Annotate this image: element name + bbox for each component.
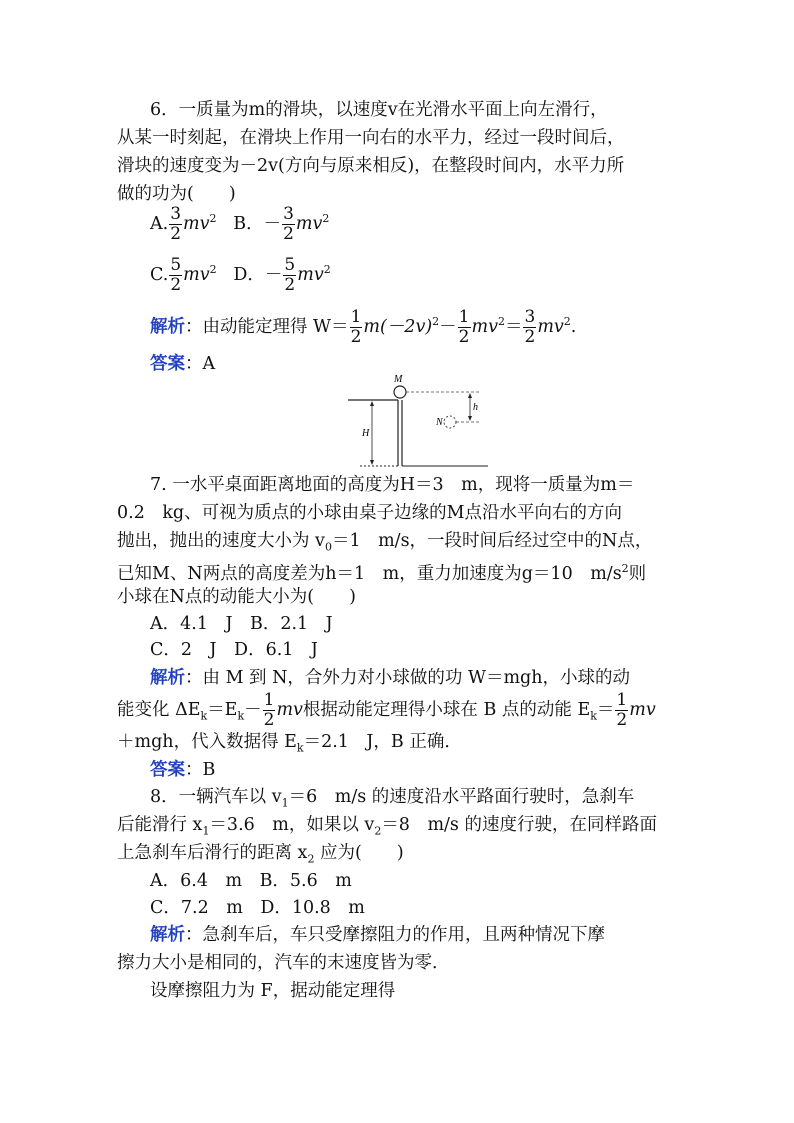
fraction: $\frac{5}{2}$	[170, 254, 182, 295]
q7-line-1: 7. 一水平桌面距离地面的高度为H＝3 m，现将一质量为m＝	[150, 475, 635, 495]
q7-analysis-line-3: ＋mgh，代入数据得 $E_k=2.1$ J，B 正确．	[117, 732, 462, 755]
fraction: $\frac{1}{2}$	[458, 306, 470, 347]
ball-M	[394, 386, 406, 398]
q6-option-c-label: C.	[150, 264, 169, 285]
q7-line-2: 0.2 kg、可视为质点的小球由桌子边缘的M点沿水平向右的方向	[117, 503, 623, 523]
q6-option-a-label: A.	[150, 213, 169, 234]
fraction: $\frac{3}{2}$	[283, 203, 294, 244]
analysis-label: 解析	[150, 316, 185, 337]
q8-line-3: 上急刹车后滑行的距离 $x_2$ 应为( )	[117, 843, 404, 866]
q6-line-2: 从某一时刻起，在滑块上作用一向右的水平力，经过一段时间后，	[117, 128, 625, 148]
q8-line-1: 8．一辆汽车以 $v_1=6$ m/s 的速度沿水平路面行驶时，急刹车	[150, 787, 635, 810]
q7-options-cd: C．2 J D．6.1 J	[150, 640, 318, 660]
q7-options-ab: A．4.1 J B．2.1 J	[150, 614, 333, 634]
fraction: $\frac{1}{2}$	[350, 306, 362, 347]
q8-options-cd: C．7.2 m D．10.8 m	[150, 898, 365, 918]
analysis-label: 解析	[150, 925, 185, 945]
q6-options-cd: C. $\frac{5}{2}$ $mv^2$ D．－ $\frac{5}{2}$ $mv^2$	[150, 254, 331, 295]
analysis-label: 解析	[150, 668, 185, 688]
label-H: H	[362, 428, 370, 439]
q6-analysis: 解析：由动能定理得 W＝ $\frac{1}{2}$ $m(-2v)^2-$ $\frac{1}{2}$ $mv^2=$ $\frac{3}{2}$ $mv^2$.	[150, 306, 577, 347]
label-h: h	[473, 402, 478, 413]
answer-label: 答案	[150, 760, 185, 780]
q7-answer: 答案：B	[150, 760, 216, 780]
table-projectile-figure	[340, 372, 490, 468]
q8-line-2: 后能滑行 $x_1=3.6$ m，如果以 $v_2=8$ m/s 的速度行驶，在同样路面	[117, 815, 657, 838]
fraction: $\frac{1}{2}$	[263, 690, 275, 730]
q6-option-b-label: B．－	[233, 213, 282, 234]
answer-label: 答案	[150, 354, 185, 374]
q7-analysis-line-2: 能变化 $\Delta E_k=E_k-$ $\frac{1}{2}$ mv根据动能定理得小球在 B 点的动能 $E_k=$ $\frac{1}{2}$ mv	[117, 690, 656, 730]
q6-line-4: 做的功为( )	[117, 184, 236, 204]
q6-line-1: 6．一质量为m的滑块，以速度v在光滑水平面上向左滑行，	[150, 100, 608, 120]
fraction: $\frac{3}{2}$	[170, 203, 182, 244]
q7-line-3: 抛出，抛出的速度大小为 $v_0=1$ m/s，一段时间后经过空中的N点，	[117, 531, 653, 554]
q8-analysis-line-1: 解析：急刹车后，车只受摩擦阻力的作用，且两种情况下摩	[150, 925, 605, 945]
q8-options-ab: A．6.4 m B．5.6 m	[150, 871, 352, 891]
fraction: $\frac{5}{2}$	[284, 254, 296, 295]
q7-line-5: 小球在N点的动能大小为( )	[117, 587, 356, 607]
fraction: $\frac{1}{2}$	[616, 690, 628, 730]
q6-options-ab: A. $\frac{3}{2}$ $mv^2$ B．－ $\frac{3}{2}$ $mv^2$	[150, 203, 330, 244]
fraction: $\frac{3}{2}$	[524, 306, 536, 347]
q8-analysis-line-2: 擦力大小是相同的，汽车的末速度皆为零．	[117, 953, 450, 973]
q6-option-d-label: D．－	[233, 264, 283, 285]
q8-analysis-line-3: 设摩擦阻力为 F，据动能定理得	[150, 981, 396, 1001]
q7-analysis-line-1: 解析：由 M 到 N，合外力对小球做的功 W＝mgh，小球的动	[150, 668, 631, 688]
q6-line-3: 滑块的速度变为－2v(方向与原来相反)，在整段时间内，水平力所	[117, 156, 625, 176]
q6-answer: 答案：A	[150, 354, 216, 374]
label-M: M	[394, 374, 403, 385]
q7-line-4: 已知M、N两点的高度差为h＝1 m，重力加速度为g＝10 $m/s^2$则	[117, 562, 647, 584]
ball-N	[444, 416, 456, 428]
label-N: N	[436, 417, 443, 428]
